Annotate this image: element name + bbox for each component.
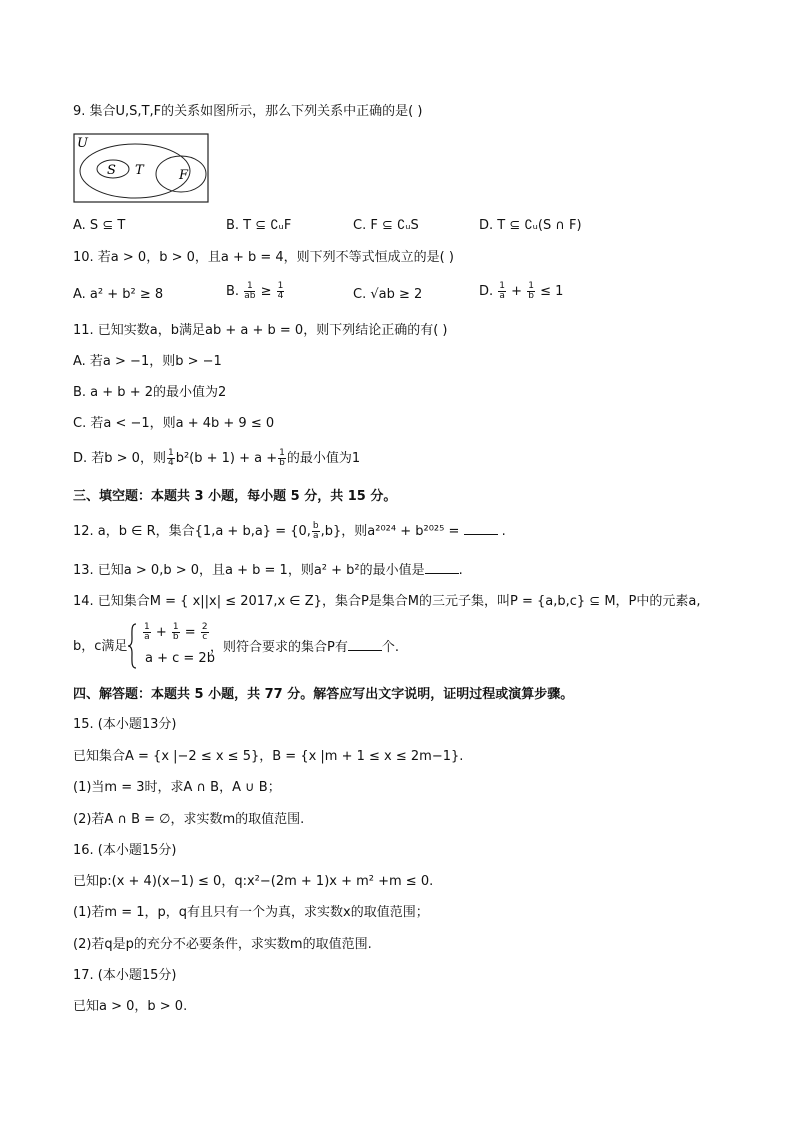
q14-line1: 14. 已知集合M = { x||x| ≤ 2017,x ∈ Z}，集合P是集合M的三元子集，叫P = {a,b,c} ⊆ M，P中的元素a, <box>73 594 701 609</box>
q9-option-b: B. T ⊆ ∁ᵤF <box>226 218 292 233</box>
q16-line-2: (1)若m = 1，p，q有且只有一个为真，求实数x的取值范围； <box>73 905 429 920</box>
q9-option-a: A. S ⊆ T <box>73 218 126 233</box>
venn-diagram <box>73 133 211 205</box>
q14-line2-suffix: ，则符合要求的集合P有 个. <box>210 640 399 655</box>
q12: 12. a，b ∈ R，集合{1,a + b,a} = {0, $\frac{b}{a}$ ,b}，则a²⁰²⁴ + b²⁰²⁵ = . <box>73 521 506 541</box>
q17-line-1: 已知a > 0，b > 0. <box>73 999 188 1014</box>
q15-title: 15. (本小题13分) <box>73 717 177 732</box>
q11-option-c: C. 若a < −1，则a + 4b + 9 ≤ 0 <box>73 416 275 431</box>
q10-option-a: A. a² + b² ≥ 8 <box>73 287 164 302</box>
q11-option-d: D. 若b > 0，则 $\frac{1}{4}$ b²(b + 1) + a + $\frac{1}{b}$ 的最小值为1 <box>73 448 361 468</box>
q11-option-a: A. 若a > −1，则b > −1 <box>73 354 222 369</box>
venn-label-t: T <box>135 163 144 178</box>
q15-line-3: (2)若A ∩ B = ∅，求实数m的取值范围. <box>73 812 305 827</box>
section-4-heading: 四、解答题：本题共 5 小题，共 77 分。解答应写出文字说明，证明过程或演算步骤。 <box>73 687 574 702</box>
venn-label-s: S <box>107 163 116 178</box>
q13-answer-blank <box>425 561 459 574</box>
q11-stem: 11. 已知实数a，b满足ab + a + b = 0，则下列结论正确的有( ) <box>73 323 448 338</box>
q16-line-3: (2)若q是p的充分不必要条件，求实数m的取值范围. <box>73 937 372 952</box>
venn-label-u: U <box>77 136 88 151</box>
q10-option-d: D. $\frac{1}{a}$ + $\frac{1}{b}$ ≤ 1 <box>479 281 564 301</box>
q9-stem: 9. 集合U,S,T,F的关系如图所示，那么下列关系中正确的是( ) <box>73 104 423 119</box>
q14-answer-blank <box>348 638 382 651</box>
q16-title: 16. (本小题15分) <box>73 843 177 858</box>
q10-stem: 10. 若a > 0，b > 0，且a + b = 4，则下列不等式恒成立的是( ) <box>73 250 454 265</box>
q16-line-1: 已知p:(x + 4)(x−1) ≤ 0，q:x²−(2m + 1)x + m² +m ≤ 0. <box>73 874 434 889</box>
q15-line-1: 已知集合A = {x |−2 ≤ x ≤ 5}，B = {x |m + 1 ≤ x ≤ 2m−1}. <box>73 749 464 764</box>
q12-answer-blank <box>464 522 498 535</box>
q14-equation-1: $\frac{1}{a}$ + $\frac{1}{b}$ = $\frac{2}{c}$ <box>144 622 208 642</box>
q14-system-brace <box>127 623 137 669</box>
q10-option-c: C. √ab ≥ 2 <box>353 287 423 302</box>
q11-option-b: B. a + b + 2的最小值为2 <box>73 385 227 400</box>
q13: 13. 已知a > 0,b > 0，且a + b = 1，则a² + b²的最小值是 . <box>73 563 463 578</box>
q17-title: 17. (本小题15分) <box>73 968 177 983</box>
q10-option-b: B. $\frac{1}{ab}$ ≥ $\frac{1}{4}$ <box>226 281 284 301</box>
q14-line2-prefix: b，c满足 <box>73 639 128 654</box>
q15-line-2: (1)当m = 3时，求A ∩ B，A ∪ B； <box>73 780 281 795</box>
q9-option-c: C. F ⊆ ∁ᵤS <box>353 218 419 233</box>
venn-label-f: F <box>179 168 189 183</box>
q14-equation-2: a + c = 2b <box>145 651 215 666</box>
section-3-heading: 三、填空题：本题共 3 小题，每小题 5 分，共 15 分。 <box>73 489 397 504</box>
q9-option-d: D. T ⊆ ∁ᵤ(S ∩ F) <box>479 218 582 233</box>
